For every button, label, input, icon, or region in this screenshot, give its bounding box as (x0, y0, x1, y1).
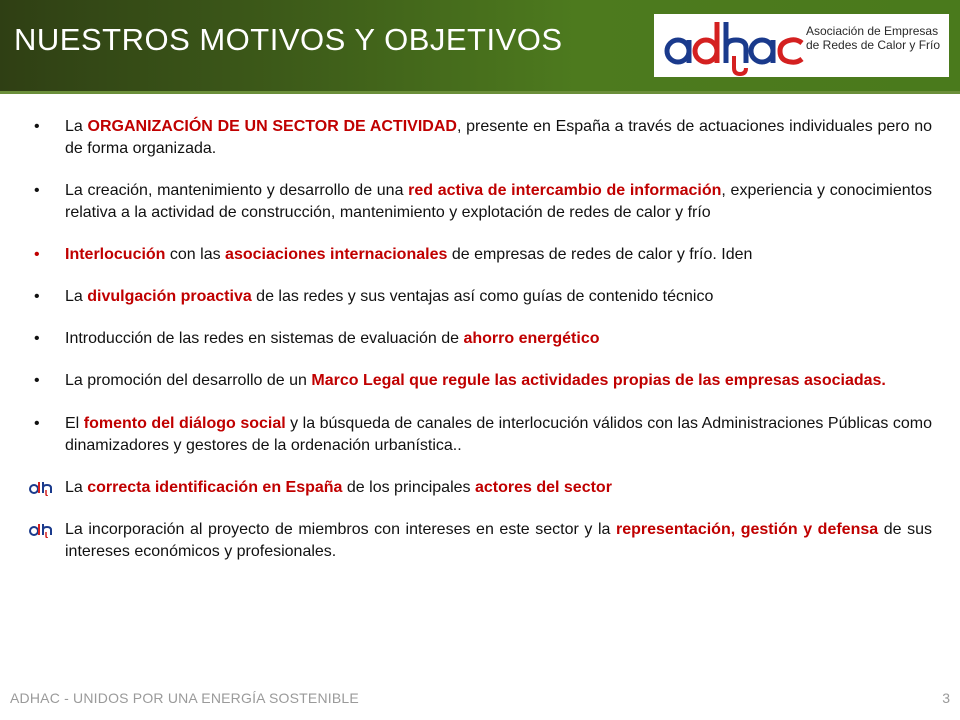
body-text: de las redes y sus ventajas así como guías de contenido técnico (251, 288, 714, 305)
objectives-list (34, 116, 932, 563)
body-text: La (65, 118, 88, 135)
footer-text: ADHAC - UNIDOS POR UNA ENERGÍA SOSTENIBLE (10, 690, 359, 706)
body-text: La (65, 288, 88, 305)
highlighted-text: actores del sector (474, 479, 612, 496)
body-text: de empresas de redes de calor y frío. Iden (447, 246, 753, 263)
objective-item (34, 244, 932, 266)
page-number: 3 (942, 690, 950, 706)
body-text: El (65, 415, 84, 432)
highlighted-text: representación, gestión y defensa (616, 521, 879, 538)
body-text: y la búsqueda de canales de interlocución válidos con las Administraciones Públicas como dinamizadores y gestores de la ordenación urbanística.. (65, 415, 933, 454)
highlighted-text: divulgación proactiva (87, 288, 252, 305)
objective-text (65, 521, 932, 560)
adhac-logo (654, 14, 949, 77)
adhac-bullet-icon (28, 522, 54, 538)
adhac-wordmark-logo (658, 16, 806, 76)
body-text: Introducción de las redes en sistemas de evaluación de (65, 330, 464, 347)
highlighted-text: asociaciones internacionales (225, 246, 448, 263)
objective-item (34, 413, 932, 457)
objective-item (34, 370, 932, 392)
body-text: de sus intereses económicos y profesionales. (65, 521, 933, 560)
slide-header (0, 0, 960, 94)
logo-subtitle-line1: Asociación de Empresas (806, 24, 939, 38)
objective-item (34, 116, 932, 160)
objective-item (34, 519, 932, 563)
objective-text (65, 182, 932, 221)
highlighted-text: ORGANIZACIÓN DE UN SECTOR DE ACTIVIDAD (87, 118, 457, 135)
highlighted-text: Marco Legal que regule las actividades propias de las empresas asociadas. (311, 372, 886, 389)
body-text: La (65, 479, 88, 496)
objective-text (65, 415, 932, 454)
body-text: La incorporación al proyecto de miembros con intereses en este sector y la (65, 521, 616, 538)
objective-text (65, 118, 932, 157)
logo-subtitle (806, 24, 949, 52)
body-text: La creación, mantenimiento y desarrollo de una (65, 182, 409, 199)
highlighted-text: correcta identificación en España (87, 479, 343, 496)
adhac-bullet-icon (28, 480, 54, 496)
body-text: de los principales (342, 479, 475, 496)
objective-item (34, 180, 932, 224)
highlighted-text: fomento del diálogo social (83, 415, 286, 432)
body-text: con las (165, 246, 226, 263)
bullet-icon: • (34, 415, 40, 432)
bullet-icon: • (34, 372, 40, 389)
logo-subtitle-line2: de Redes de Calor y Frío (806, 38, 941, 52)
body-text: , experiencia y conocimientos relativa a la actividad de construcción, mantenimiento y explotación de redes de calor y frío (65, 182, 933, 221)
objective-item (34, 328, 932, 350)
body-text: , presente en España a través de actuaciones individuales pero no de forma organizada. (65, 118, 933, 157)
bullet-icon: • (34, 182, 40, 199)
objective-text (65, 372, 886, 389)
bullet-icon: • (34, 330, 40, 347)
body-text: La promoción del desarrollo de un (65, 372, 312, 389)
objective-text (65, 288, 713, 305)
bullet-icon: • (34, 288, 40, 305)
highlighted-text: ahorro energético (463, 330, 600, 347)
objective-text (65, 246, 752, 263)
objective-item (34, 477, 932, 499)
objective-text (65, 479, 612, 496)
page-title: NUESTROS MOTIVOS Y OBJETIVOS (14, 22, 563, 57)
objective-text (65, 330, 600, 347)
objective-item (34, 286, 932, 308)
bullet-icon: • (34, 246, 40, 263)
bullet-icon: • (34, 118, 40, 135)
highlighted-text: red activa de intercambio de información (408, 182, 722, 199)
highlighted-text: Interlocución (65, 246, 166, 263)
